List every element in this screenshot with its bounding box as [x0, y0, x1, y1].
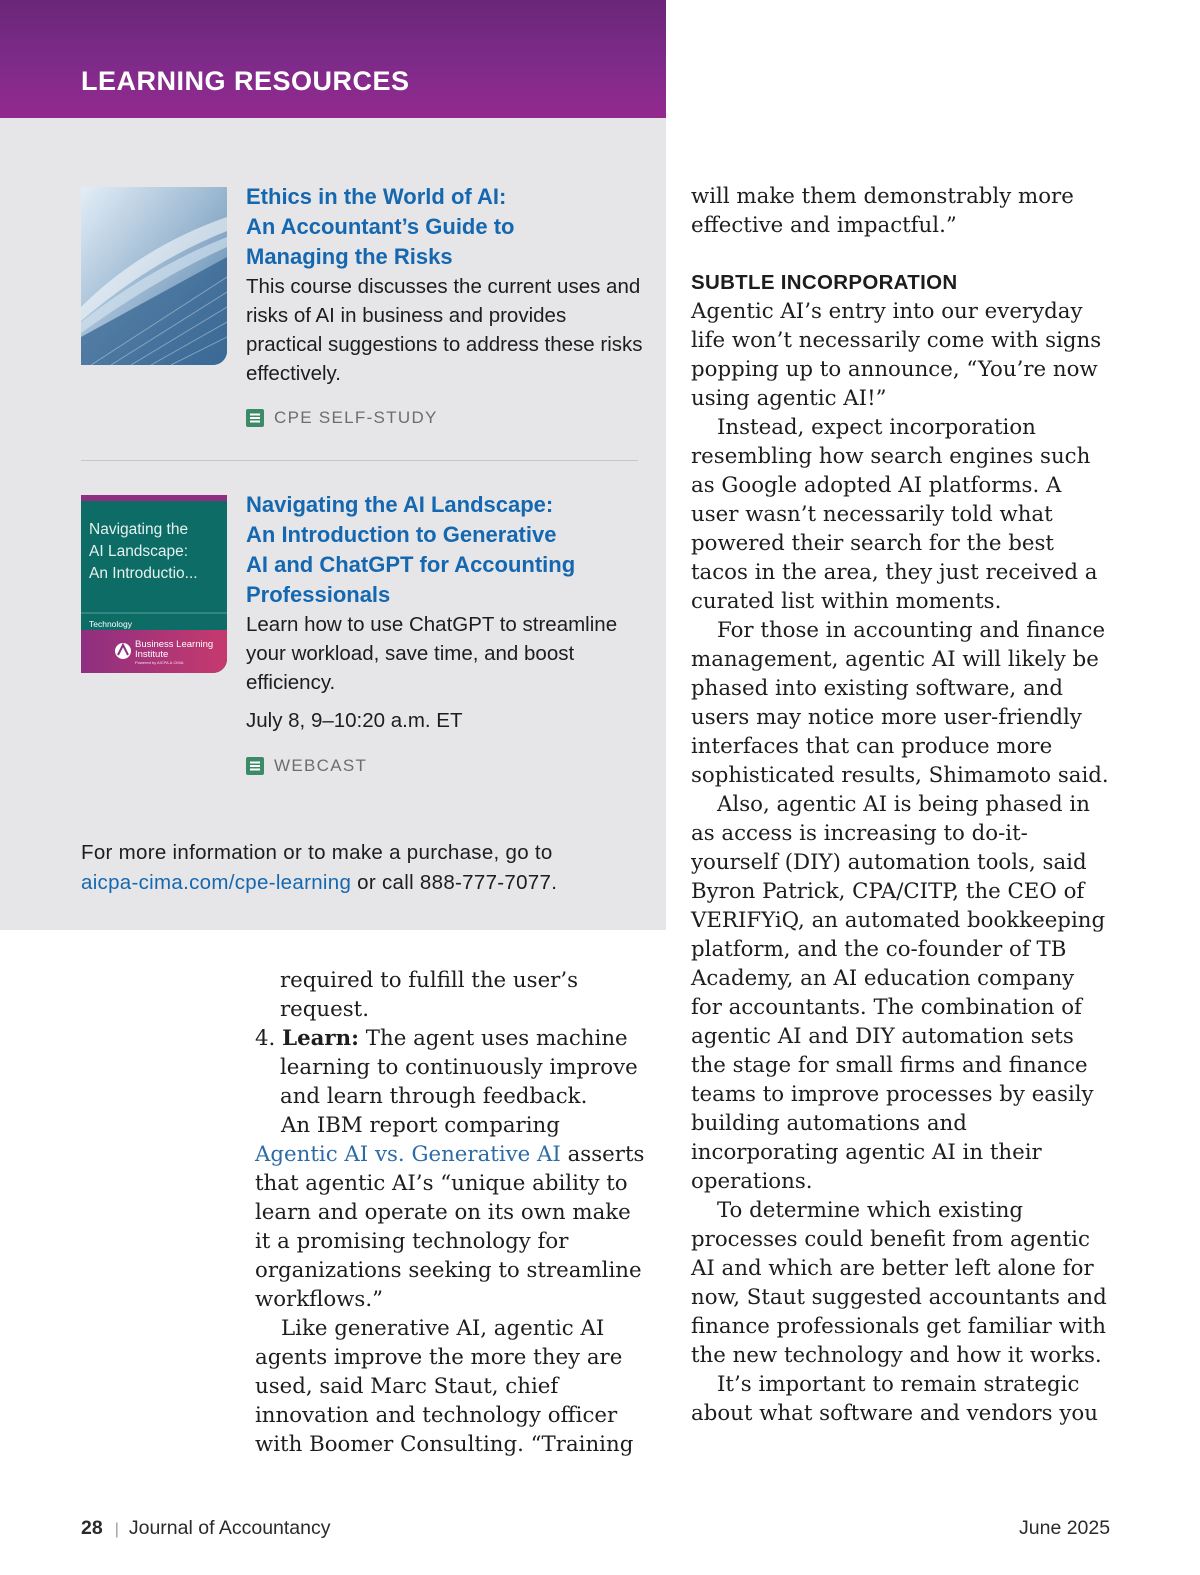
more-info-text [81, 838, 641, 897]
list-number: 4. [255, 1026, 276, 1051]
course-title-line[interactable]: Managing the Risks [246, 244, 453, 269]
page-footer [81, 1517, 331, 1540]
cover-title [89, 519, 198, 585]
paragraph: To determine which existing processes could benefit from agentic AI and which are better left alone for now, Staut suggested accountants and finance professionals get familiar with the new technology and how it works. [691, 1198, 1107, 1368]
section-heading: SUBTLE INCORPORATION [691, 271, 958, 294]
course-divider [81, 460, 638, 461]
cover-title-line: AI Landscape: [89, 543, 189, 560]
paragraph: Like generative AI, agentic AI agents improve the more they are used, said Marc Staut, chief innovation and technology officer with Boomer Consulting. “Training [255, 1316, 634, 1457]
paragraph: It’s important to remain strategic about what software and vendors you [691, 1372, 1098, 1426]
paragraph: Agentic AI’s entry into our everyday life won’t necessarily come with signs popping up to announce, “You’re now using agentic AI!” [691, 299, 1102, 411]
paragraph-text: asserts that agentic AI’s “unique ability to learn and operate on its own make it a promising technology for organizations seeking to streamline workflows.” [255, 1142, 645, 1312]
course-title-line[interactable]: Ethics in the World of AI: [246, 184, 507, 209]
course-thumbnail-ethics[interactable] [81, 187, 227, 365]
article-column-left [255, 966, 645, 1459]
course-description-ethics: This course discusses the current uses and risks of AI in business and provides practical suggestions to address these risks effectively. [246, 275, 643, 385]
course-date: July 8, 9–10:20 a.m. ET [246, 709, 463, 732]
brand-line: Institute [135, 649, 169, 660]
paragraph: For those in accounting and finance management, agentic AI will likely be phased into existing software, and users may notice more user-friendly interfaces that can produce more sophisticated results, Shimamoto said. [691, 618, 1109, 788]
course-title-line[interactable]: AI and ChatGPT for Accounting [246, 552, 576, 577]
course-thumbnail-navigating[interactable] [81, 495, 227, 673]
more-info-line: For more information or to make a purchase, go to [81, 841, 553, 864]
course-format-ethics [246, 408, 438, 428]
paragraph: Also, agentic AI is being phased in as access is increasing to do-it-yourself (DIY) automation tools, said Byron Patrick, CPA/CITP, the CEO of VERIFYiQ, an automated bookkeeping platform, and the co-founder of TB Academy, an AI education company for accountants. The combination of agentic AI and DIY automation sets the stage for small firms and finance teams to improve processes by easily building automations and incorporating agentic AI in their operations. [691, 792, 1106, 1194]
cover-title-line: An Introductio... [89, 565, 198, 582]
course-format-navigating [246, 756, 367, 776]
panel-header-title: LEARNING RESOURCES [81, 66, 410, 96]
list-term: Learn: [282, 1026, 359, 1051]
course-title-navigating[interactable] [246, 490, 646, 610]
course-title-ethics[interactable] [246, 182, 646, 272]
footer-separator: | [114, 1521, 119, 1538]
course-title-line[interactable]: Navigating the AI Landscape: [246, 492, 554, 517]
list-item-continuation: required to fulfill the user’s request. [280, 968, 579, 1022]
cpe-learning-link[interactable]: aicpa-cima.com/cpe-learning [81, 870, 352, 894]
list-icon [246, 757, 264, 775]
article-column-right [691, 182, 1111, 1428]
cover-title-line: Navigating the [89, 521, 189, 538]
architecture-image [81, 187, 227, 365]
list-text: The agent uses machine learning to continuously improve and learn through feedback. [280, 1026, 638, 1109]
list-icon [246, 409, 264, 427]
paragraph: Instead, expect incorporation resembling how search engines such as Google adopted AI platforms. A user wasn’t necessarily told what powered their search for the best tacos in the area, they just received a curated list within moments. [691, 415, 1098, 614]
publication-name: Journal of Accountancy [128, 1517, 331, 1539]
panel-header [0, 0, 666, 118]
course-title-line[interactable]: An Introduction to Generative [246, 522, 557, 547]
paragraph-text: An IBM report comparing [281, 1113, 560, 1138]
course-description-navigating: Learn how to use ChatGPT to streamline your workload, save time, and boost efficiency. [246, 613, 618, 694]
format-label: CPE SELF-STUDY [274, 408, 438, 427]
paragraph: will make them demonstrably more effective and impactful.” [691, 184, 1074, 238]
ibm-report-link[interactable]: Agentic AI vs. Generative AI [255, 1142, 561, 1167]
page-number: 28 [81, 1517, 103, 1539]
paragraph [255, 1111, 645, 1314]
brand-tagline: Powered by AICPA & CIMA [135, 660, 184, 665]
list-item-learn [255, 1024, 645, 1111]
learning-resources-panel [0, 0, 666, 930]
course-title-line[interactable]: Professionals [246, 582, 391, 607]
format-label: WEBCAST [274, 756, 368, 775]
cover-category: Technology [89, 619, 133, 629]
brand-line: Business Learning [135, 639, 214, 650]
course-title-line[interactable]: An Accountant’s Guide to [246, 214, 515, 239]
cover-brand [135, 640, 213, 666]
phone-text: or call 888-777-7077. [351, 870, 558, 894]
issue-date: June 2025 [1019, 1517, 1111, 1539]
